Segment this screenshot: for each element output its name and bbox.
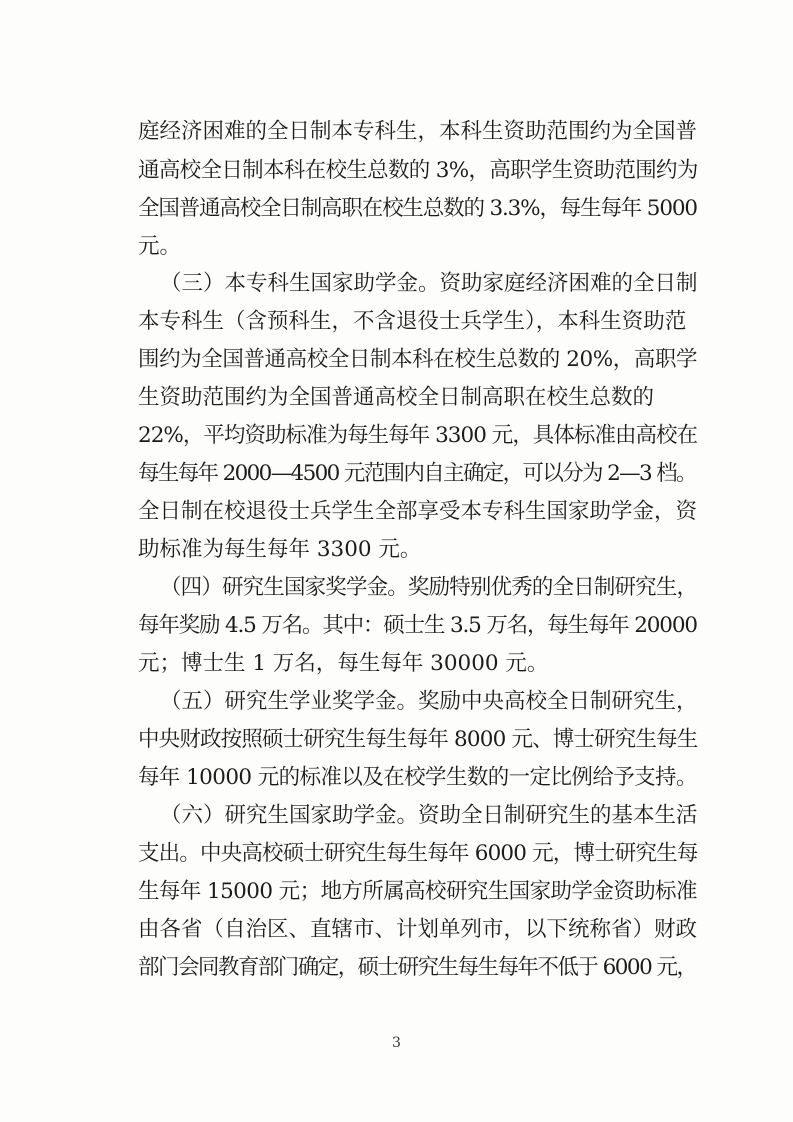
text-line: 22%，平均资助标准为每生每年 3300 元，具体标准由高校在 (138, 423, 698, 448)
text-line: 全国普通高校全日制高职在校生总数的 3.3%，每生每年 5000 (138, 196, 697, 221)
page-number: 3 (392, 1035, 401, 1051)
text-line: 元。 (138, 234, 182, 259)
text-line: 围约为全国普通高校全日制本科在校生总数的 20%，高职学 (138, 347, 698, 372)
text-line: 庭经济困难的全日制本专科生，本科生资助范围约为全国普 (138, 119, 698, 144)
text-line: 每年奖励 4.5 万名。其中：硕士生 3.5 万名，每生每年 20000 (138, 613, 697, 638)
paragraph-first-line: （五）研究生学业奖学金。奖励中央高校全日制研究生， (160, 689, 698, 714)
text-line: 支出。中央高校硕士研究生每生每年 6000 元，博士研究生每 (138, 841, 698, 866)
paragraph-first-line: （六）研究生国家助学金。资助全日制研究生的基本生活 (160, 803, 698, 828)
text-line: 每年 10000 元的标准以及在校学生数的一定比例给予支持。 (138, 765, 697, 790)
text-line: 每生每年 2000—4500 元范围内自主确定，可以分为 2—3 档。 (138, 461, 696, 486)
paragraph-first-line: （三）本专科生国家助学金。资助家庭经济困难的全日制 (160, 271, 698, 296)
text-line: 元；博士生 1 万名，每生每年 30000 元。 (138, 651, 549, 676)
text-line: 助标准为每生每年 3300 元。 (138, 537, 422, 562)
text-line: 中央财政按照硕士研究生每生每年 8000 元、博士研究生每生 (138, 727, 698, 752)
text-line: 本专科生（含预科生，不含退役士兵学生），本科生资助范 (138, 309, 687, 334)
paragraph-first-line: （四）研究生国家奖学金。奖励特别优秀的全日制研究生， (160, 575, 698, 600)
text-line: 由各省（自治区、直辖市、计划单列市，以下统称省）财政 (138, 917, 698, 942)
text-line: 部门会同教育部门确定，硕士研究生每生每年不低于 6000 元， (138, 955, 697, 980)
text-line: 生资助范围约为全国普通高校全日制高职在校生总数的 (138, 385, 655, 410)
text-line: 通高校全日制本科在校生总数的 3%，高职学生资助范围约为 (138, 158, 698, 183)
text-line: 生每年 15000 元；地方所属高校研究生国家助学金资助标准 (138, 879, 697, 904)
text-line: 全日制在校退役士兵学生全部享受本专科生国家助学金，资 (138, 499, 698, 524)
